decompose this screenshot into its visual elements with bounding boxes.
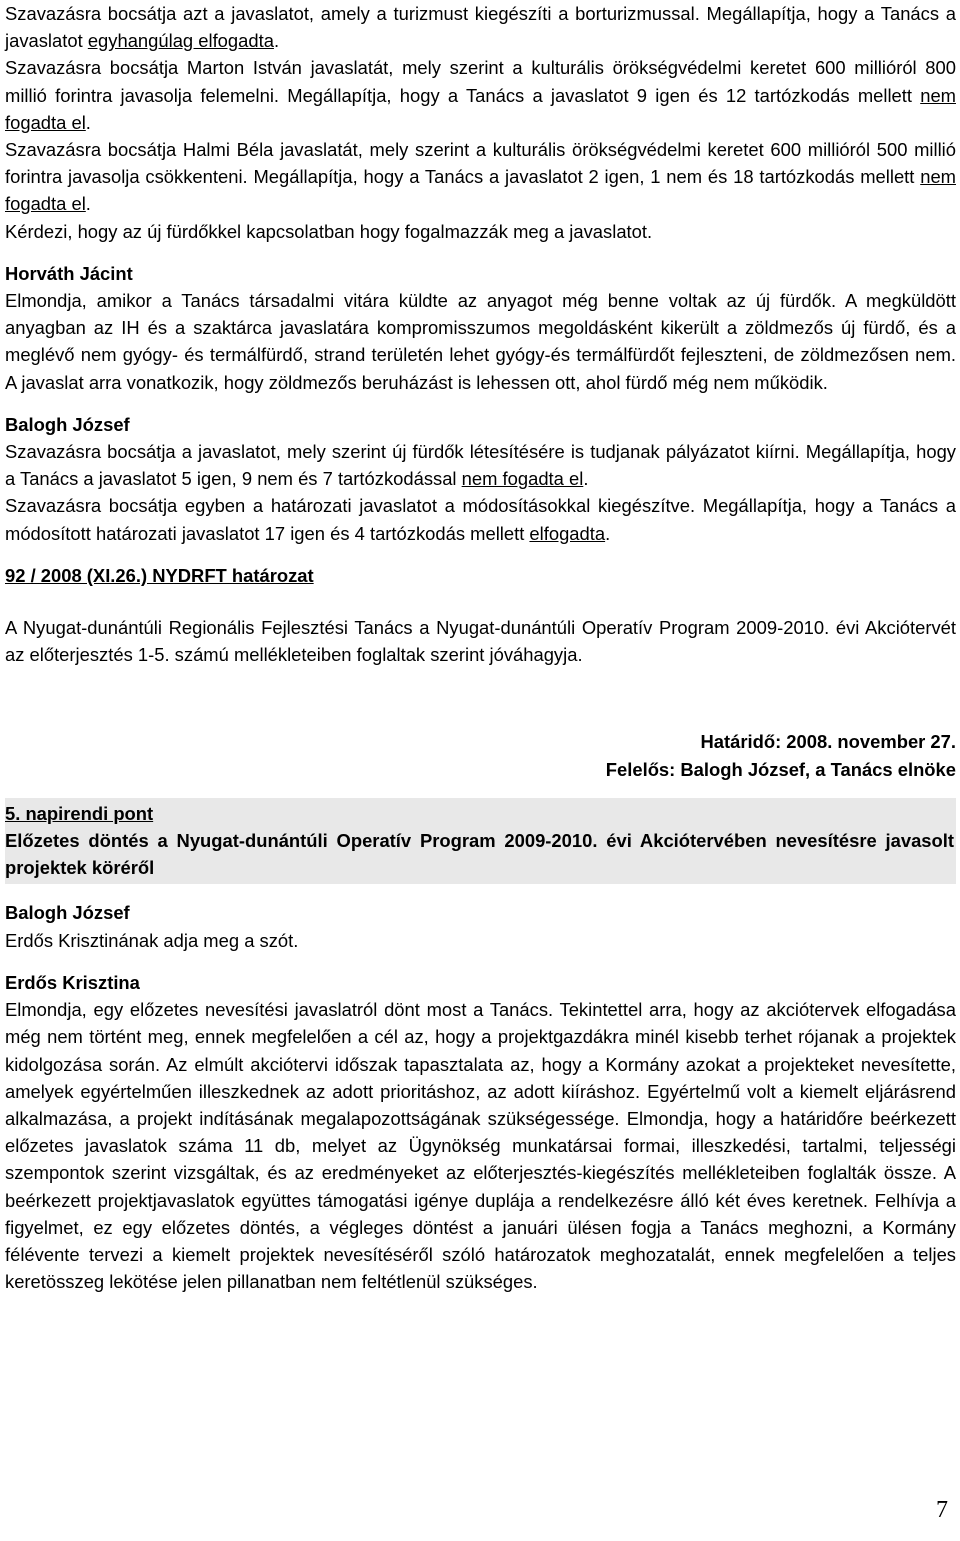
intro-paragraph-3: Szavazásra bocsátja Halmi Béla javaslatát, mely szerint a kulturális örökségvédelmi keretet 600 millióról 500 millió forintra javasolja csökkenteni. Megállapítja, hogy a Tanács a javaslatot 2 igen, 1 nem és 18 tartózkodás mellett nem fogadta el.: [5, 139, 956, 215]
page-number: 7: [936, 1497, 948, 1523]
balogh-paragraph-3: Erdős Krisztinának adja meg a szót.: [5, 929, 299, 951]
decision-rejected: nem fogadta el: [5, 84, 956, 133]
speaker-erdos: Erdős Krisztina: [5, 971, 140, 993]
speaker-balogh: Balogh József: [5, 413, 130, 435]
document-page: [5, 0, 956, 1295]
agenda-title: Előzetes döntés a Nyugat-dunántúli Operatív Program 2009-2010. évi Akciótervében nevesítésre javasolt projektek köréről: [5, 830, 954, 879]
erdos-paragraph: Elmondja, egy előzetes nevesítési javaslatról dönt most a Tanács. Tekintettel arra, hogy az akciótervek elfogadása még nem történt meg, ennek megfelelően a cél az, hogy a projektgazdákra minél kisebb terhet rójanak a projektek kidolgozása során. Az elmúlt akciótervi időszak tapasztalata az, hogy a Kormány azokat a projekteket nevesítette, amelyek egyértelműen illeszkednek az adott prioritáshoz, az adott kiíráshoz. Egyértelmű volt a kiemelt eljárásrend alkalmazása, a projekt indításának megalapozottságának szükségessége. Elmondja, hogy a határidőre beérkezett előzetes javaslatok száma 11 db, melyet az Ügynökség munkatársai formai, illeszkedési, tartalmi, teljességi szempontok szerint vizsgáltak, és az eredményeket az előterjesztés-kiegészítés mellékleteiben foglalták össze. A beérkezett projektjavaslatok együttes támogatási igénye duplája a rendelkezésre álló két éves keretnek. Felhívja a figyelmet, ez egy előzetes döntés, a végleges döntést a januári ülésen fogja a Tanács meghozni, a Kormány félévente tervezi a kiemelt projektek nevesítéséről szóló határozatok meghozatalát, ennek megfelelően a teljes keretösszeg lekötése jelen pillanatban nem feltétlenül szükséges.: [5, 999, 956, 1293]
agenda-item-box: [5, 798, 956, 885]
decision-accepted-unanimous: egyhangúlag elfogadta: [87, 30, 274, 52]
balogh-paragraph-1: Szavazásra bocsátja a javaslatot, mely szerint új fürdők létesítésére is tudjanak pályázatot kiírni. Megállapítja, hogy a Tanács a javaslatot 5 igen, 9 nem és 7 tartózkodással nem fogadta el.: [5, 441, 956, 490]
speaker-balogh: Balogh József: [5, 902, 130, 924]
decision-accepted: elfogadta: [529, 522, 606, 544]
resolution-title: 92 / 2008 (XI.26.) NYDRFT határozat: [5, 564, 314, 586]
resolution-text: A Nyugat-dunántúli Regionális Fejlesztési Tanács a Nyugat-dunántúli Operatív Program 2009-2010. évi Akciótervét az előterjesztés 1-5. számú mellékleteiben foglaltak szerint jóváhagyja.: [5, 617, 956, 666]
speaker-horvath: Horváth Jácint: [5, 262, 133, 284]
horvath-paragraph: Elmondja, amikor a Tanács társadalmi vitára küldte az anyagot még benne voltak az új fürdők. A megküldött anyagban az IH és a szaktárca javaslatára kompromisszumos megoldásként kikerült a zöldmezős új fürdő, és a meglévő nem gyógy- és termálfürdő, strand területén lehet gyógy-és termálfürdőt fejleszteni, de zöldmezősen nem. A javaslat arra vonatkozik, hogy zöldmezős beruházást is lehessen ott, ahol fürdő még nem működik.: [5, 290, 956, 393]
decision-rejected: nem fogadta el: [5, 166, 956, 215]
intro-paragraph-1: Szavazásra bocsátja azt a javaslatot, amely a turizmust kiegészíti a borturizmussal. Megállapítja, hogy a Tanács a javaslatot egyhangúlag elfogadta.: [5, 3, 956, 52]
agenda-number: 5. napirendi pont: [5, 802, 154, 824]
balogh-paragraph-2: Szavazásra bocsátja egyben a határozati javaslatot a módosításokkal kiegészítve. Megállapítja, hogy a Tanács a módosított határozati javaslatot 17 igen és 4 tartózkodás mellett elfogadta.: [5, 495, 956, 544]
resolution-responsible: Felelős: Balogh József, a Tanács elnöke: [605, 758, 956, 780]
intro-paragraph-2: Szavazásra bocsátja Marton István javaslatát, mely szerint a kulturális örökségvédelmi keretet 600 millióról 800 millió forintra javasolja felemelni. Megállapítja, hogy a Tanács a javaslatot 9 igen és 12 tartózkodás mellett nem fogadta el.: [5, 57, 956, 133]
resolution-deadline: Határidő: 2008. november 27.: [700, 731, 956, 753]
intro-paragraph-4: Kérdezi, hogy az új fürdőkkel kapcsolatban hogy fogalmazzák meg a javaslatot.: [5, 220, 653, 242]
decision-rejected: nem fogadta el: [461, 468, 584, 490]
